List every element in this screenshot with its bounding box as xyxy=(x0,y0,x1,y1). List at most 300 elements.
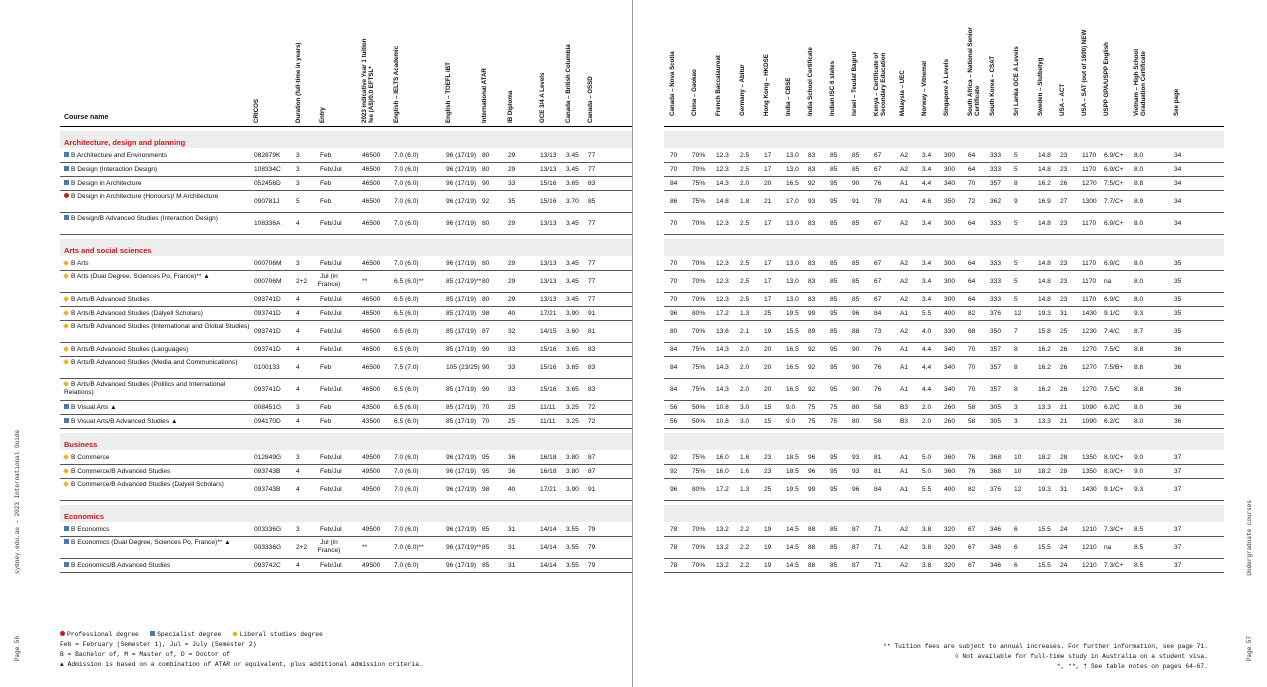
table-cell: 71 xyxy=(874,544,882,551)
liberal-marker-icon xyxy=(63,468,69,474)
table-cell: 333 xyxy=(990,296,1002,303)
table-cell: 357 xyxy=(990,386,1002,393)
table-cell: 96 (17/19) xyxy=(446,180,477,187)
table-cell: 35 xyxy=(1174,310,1182,317)
table-cell: 90 xyxy=(852,386,860,393)
section-title: Economics xyxy=(64,512,105,521)
table-cell: 90 xyxy=(482,386,490,393)
table-cell: 4.6 xyxy=(922,198,932,205)
table-cell: 093741D xyxy=(254,296,281,303)
table-cell: 19 xyxy=(764,328,772,335)
table-cell: 300 xyxy=(944,260,956,267)
liberal-marker-icon xyxy=(232,631,238,637)
table-cell: 85 (17/19) xyxy=(446,346,477,353)
table-cell: 89 xyxy=(808,328,816,335)
table-cell: 72 xyxy=(588,418,596,425)
course-name: B Commerce/B Advanced Studies (Dalyell Scholars) xyxy=(64,481,254,489)
table-cell: 79 xyxy=(588,544,596,551)
table-cell: 10.8 xyxy=(716,418,729,425)
table-cell: Feb xyxy=(320,364,332,371)
table-cell: 093741D xyxy=(254,328,281,335)
column-header: Singapore A Levels xyxy=(943,59,950,116)
table-cell: 6 xyxy=(1014,544,1018,551)
table-cell: 85 xyxy=(830,544,838,551)
table-cell: 320 xyxy=(944,562,956,569)
table-cell: 3.45 xyxy=(566,166,579,173)
table-cell: 4 xyxy=(296,328,300,335)
table-cell: 81 xyxy=(874,468,882,475)
table-cell: 70% xyxy=(692,526,706,533)
table-cell: 70 xyxy=(670,166,678,173)
table-cell: 094170D xyxy=(254,418,281,425)
table-cell: 8.0 xyxy=(1134,260,1144,267)
table-cell: 28 xyxy=(1060,468,1068,475)
table-cell: 333 xyxy=(990,278,1002,285)
table-cell: 64 xyxy=(968,278,976,285)
table-cell: 17 xyxy=(764,152,772,159)
table-cell: 34 xyxy=(1174,152,1182,159)
table-cell: 31 xyxy=(508,526,516,533)
table-cell: 28 xyxy=(1060,454,1068,461)
table-cell: 76 xyxy=(874,346,882,353)
table-cell: 2.5 xyxy=(740,260,750,267)
table-cell: 8.8 xyxy=(1134,364,1144,371)
table-cell: 23 xyxy=(1060,296,1068,303)
section-title: Arts and social sciences xyxy=(64,246,152,255)
left-side-text: sydney.edu.au – 2023 International Guide xyxy=(14,430,21,575)
table-cell: 43500 xyxy=(362,404,381,411)
legend-abbreviations: B = Bachelor of, M = Master of, D = Doctor of xyxy=(60,651,231,658)
table-cell: 14/14 xyxy=(540,544,557,551)
course-name: B Arts/B Advanced Studies (Politics and International Relations) xyxy=(64,381,226,396)
table-cell: 6.5 (6.0)** xyxy=(394,278,424,285)
table-cell: 35 xyxy=(1174,260,1182,267)
table-cell: 16.0 xyxy=(716,468,729,475)
table-cell: 3.60 xyxy=(566,328,579,335)
table-cell: 70% xyxy=(692,562,706,569)
course-name: B Economics (Dual Degree, Sciences Po, France)** ▲ xyxy=(64,539,254,547)
table-cell: Feb/Jul xyxy=(320,260,342,267)
table-cell: 16.5 xyxy=(786,346,799,353)
table-cell: 0100133 xyxy=(254,364,280,371)
table-cell: 400 xyxy=(944,310,956,317)
table-cell: 1.6 xyxy=(740,468,750,475)
table-cell: 003336G xyxy=(254,526,282,533)
table-cell: 16.2 xyxy=(1038,364,1051,371)
table-cell: 29 xyxy=(508,152,516,159)
table-cell: 8.0 xyxy=(1134,418,1144,425)
table-cell: 346 xyxy=(990,526,1002,533)
table-cell: 4.4 xyxy=(922,386,932,393)
header-rule xyxy=(60,126,632,127)
table-cell: 6.5 (6.0) xyxy=(394,296,419,303)
table-cell: 3 xyxy=(296,260,300,267)
table-cell: Feb xyxy=(320,404,332,411)
table-cell: Jul (in France) xyxy=(317,539,341,554)
column-header: Entry xyxy=(319,107,326,123)
table-cell: 320 xyxy=(944,544,956,551)
liberal-marker-icon xyxy=(63,273,69,279)
column-header: South Africa – National Senior Certificate xyxy=(967,27,981,116)
table-cell: 7.0 (6.0) xyxy=(394,152,419,159)
table-cell: 46500 xyxy=(362,260,381,267)
table-cell: 13/13 xyxy=(540,166,557,173)
table-cell: 1230 xyxy=(1082,328,1097,335)
table-cell: 14/15 xyxy=(540,328,557,335)
table-cell: 2.0 xyxy=(922,418,932,425)
table-notes xyxy=(648,642,1208,672)
specialist-marker-icon xyxy=(64,166,69,171)
liberal-marker-icon xyxy=(63,481,69,487)
table-cell: 5.5 xyxy=(922,310,932,317)
row-separator xyxy=(60,414,632,415)
table-cell: 12 xyxy=(1014,310,1022,317)
table-cell: 5 xyxy=(1014,260,1018,267)
table-cell: 95 xyxy=(830,198,838,205)
table-cell: 96 xyxy=(808,454,816,461)
table-cell: 5 xyxy=(296,198,300,205)
row-separator xyxy=(60,320,632,321)
table-cell: 2.2 xyxy=(740,562,750,569)
table-cell: 8.0/C+ xyxy=(1104,454,1124,461)
table-cell: 7.7/C+ xyxy=(1104,198,1124,205)
table-cell: 3.90 xyxy=(566,310,579,317)
table-cell: 3 xyxy=(296,526,300,533)
table-cell: 23 xyxy=(1060,166,1068,173)
table-cell: 7.4/C xyxy=(1104,328,1120,335)
table-cell: 90 xyxy=(852,180,860,187)
table-cell: 70 xyxy=(482,418,490,425)
table-cell: 76 xyxy=(874,180,882,187)
table-cell: 96 xyxy=(808,468,816,475)
table-cell: 85 xyxy=(588,198,596,205)
table-cell: 333 xyxy=(990,152,1002,159)
table-cell: 33 xyxy=(508,180,516,187)
table-cell: 24 xyxy=(1060,562,1068,569)
table-cell: 7.5/C xyxy=(1104,346,1120,353)
table-cell: 91 xyxy=(588,310,596,317)
table-cell: 6.5 (6.0) xyxy=(394,386,419,393)
table-cell: 2.0 xyxy=(740,180,750,187)
table-cell: 36 xyxy=(1174,346,1182,353)
column-header: Malaysia – UEC xyxy=(899,70,906,116)
table-cell: 84 xyxy=(670,180,678,187)
table-cell: 19 xyxy=(764,544,772,551)
table-cell: 16/18 xyxy=(540,468,557,475)
table-cell: A2 xyxy=(900,166,909,173)
table-cell: 260 xyxy=(944,404,956,411)
table-cell: 400 xyxy=(944,486,956,493)
table-cell: 64 xyxy=(968,166,976,173)
table-cell: 49500 xyxy=(362,468,381,475)
table-cell: 75% xyxy=(692,346,706,353)
table-cell: 85 xyxy=(852,220,860,227)
liberal-marker-icon xyxy=(63,346,69,352)
legend-professional: Professional degree xyxy=(67,631,139,638)
table-cell: 8 xyxy=(1014,386,1018,393)
table-cell: 23 xyxy=(1060,220,1068,227)
table-cell: 16.2 xyxy=(1038,386,1051,393)
table-cell: 7.5/C+ xyxy=(1104,180,1124,187)
column-header: Duration (full-time in years) xyxy=(295,42,302,123)
table-cell: 7.0 (6.0) xyxy=(394,180,419,187)
table-cell: 4.0 xyxy=(922,328,932,335)
table-cell: 95 xyxy=(830,180,838,187)
table-cell: 93 xyxy=(852,454,860,461)
table-cell: A1 xyxy=(900,310,909,317)
table-cell: 85 xyxy=(482,526,490,533)
table-cell: 8.0 xyxy=(1134,220,1144,227)
table-cell: 83 xyxy=(588,386,596,393)
table-cell: 76 xyxy=(968,468,976,475)
table-cell: 95 xyxy=(830,486,838,493)
column-header: USA – ACT xyxy=(1059,83,1066,116)
table-cell: A2 xyxy=(900,278,909,285)
table-cell: 83 xyxy=(588,180,596,187)
table-cell: 3.45 xyxy=(566,220,579,227)
table-cell: 67 xyxy=(874,260,882,267)
table-cell: Feb/Jul xyxy=(320,468,342,475)
table-cell: 95 xyxy=(830,364,838,371)
table-cell: 1.8 xyxy=(740,198,750,205)
table-cell: 1300 xyxy=(1082,198,1097,205)
table-cell: A1 xyxy=(900,364,909,371)
table-cell: 14.8 xyxy=(1038,220,1051,227)
table-cell: 79 xyxy=(588,562,596,569)
left-page-number: Page 56 xyxy=(14,636,21,662)
table-cell: 357 xyxy=(990,180,1002,187)
table-cell: 77 xyxy=(588,166,596,173)
table-cell: 12.3 xyxy=(716,278,729,285)
table-cell: 13/13 xyxy=(540,296,557,303)
table-cell: 16.5 xyxy=(786,180,799,187)
table-cell: 33 xyxy=(508,346,516,353)
table-cell: 6 xyxy=(1014,526,1018,533)
table-cell: 13.0 xyxy=(786,278,799,285)
table-cell: 83 xyxy=(808,220,816,227)
table-cell: 71 xyxy=(874,562,882,569)
table-cell: 12.3 xyxy=(716,166,729,173)
table-cell: 77 xyxy=(588,220,596,227)
table-cell: 357 xyxy=(990,364,1002,371)
row-separator xyxy=(60,464,632,465)
table-cell: 64 xyxy=(968,296,976,303)
table-cell: 3.0 xyxy=(740,404,750,411)
row-separator xyxy=(60,478,632,479)
table-cell: 13/13 xyxy=(540,220,557,227)
row-separator xyxy=(60,378,632,379)
table-cell: 98 xyxy=(482,310,490,317)
table-cell: 95 xyxy=(830,310,838,317)
table-cell: 85 (17/19)** xyxy=(446,278,482,285)
table-cell: 1210 xyxy=(1082,562,1097,569)
table-cell: 78 xyxy=(670,526,678,533)
table-cell: 3.4 xyxy=(922,220,932,227)
table-cell: 93 xyxy=(852,468,860,475)
table-cell: 4 xyxy=(296,468,300,475)
table-cell: 340 xyxy=(944,180,956,187)
table-cell: 80 xyxy=(670,328,678,335)
table-cell: 85 xyxy=(830,166,838,173)
table-cell: 46500 xyxy=(362,310,381,317)
table-cell: 12.3 xyxy=(716,296,729,303)
table-cell: 8 xyxy=(1014,180,1018,187)
table-cell: 7.0 (6.0) xyxy=(394,454,419,461)
table-cell: 91 xyxy=(588,486,596,493)
course-name: B Arts xyxy=(64,260,254,268)
table-cell: 26 xyxy=(1060,180,1068,187)
note-tuition: ** Tuition fees are subject to annual increases. For further information, see page 71. xyxy=(883,643,1208,650)
table-cell: 96 xyxy=(852,486,860,493)
table-cell: 92 xyxy=(808,180,816,187)
table-cell: 300 xyxy=(944,220,956,227)
table-cell: 46500 xyxy=(362,386,381,393)
table-cell: 35 xyxy=(1174,296,1182,303)
table-cell: 300 xyxy=(944,152,956,159)
table-cell: 6.5 (6.0) xyxy=(394,310,419,317)
table-cell: 4 xyxy=(296,562,300,569)
table-cell: 7.0 (6.0) xyxy=(394,526,419,533)
table-cell: 20 xyxy=(764,364,772,371)
table-cell: 3.80 xyxy=(566,454,579,461)
table-cell: 9.1/C+ xyxy=(1104,486,1124,493)
column-header: Hong Kong – HKDSE xyxy=(763,54,770,116)
table-cell: 12 xyxy=(1014,486,1022,493)
column-header: China – Gaokao xyxy=(691,69,698,116)
table-cell: 8.8 xyxy=(1134,386,1144,393)
table-cell: 85 xyxy=(830,278,838,285)
table-cell: 19.5 xyxy=(786,486,799,493)
row-separator xyxy=(60,162,632,163)
table-cell: 87 xyxy=(588,454,596,461)
table-cell: 11/11 xyxy=(540,404,556,411)
table-cell: 305 xyxy=(990,418,1002,425)
table-cell: B3 xyxy=(900,404,909,411)
table-cell: 75 xyxy=(830,418,838,425)
table-cell: 357 xyxy=(990,346,1002,353)
table-cell: 13.3 xyxy=(1038,418,1051,425)
table-cell: 090781J xyxy=(254,198,280,205)
table-cell: 13/13 xyxy=(540,152,557,159)
legend-specialist: Specialist degree xyxy=(157,631,222,638)
table-cell: 78 xyxy=(874,198,882,205)
table-cell: 13.0 xyxy=(786,152,799,159)
table-cell: 75% xyxy=(692,364,706,371)
table-cell: 72 xyxy=(968,198,976,205)
table-cell: 76 xyxy=(874,386,882,393)
table-cell: 31 xyxy=(1060,310,1068,317)
table-cell: 5 xyxy=(1014,296,1018,303)
table-cell: 333 xyxy=(990,220,1002,227)
course-name: B Arts/B Advanced Studies xyxy=(64,296,254,304)
course-name: B Arts (Dual Degree, Sciences Po, France)** ▲ xyxy=(64,273,254,281)
table-cell: A1 xyxy=(900,454,909,461)
row-separator xyxy=(60,212,632,213)
row-separator xyxy=(60,400,632,401)
table-cell: 29 xyxy=(508,166,516,173)
table-cell: 3.8 xyxy=(922,544,932,551)
table-cell: 19.3 xyxy=(1038,486,1051,493)
table-cell: 73 xyxy=(874,328,882,335)
table-cell: 16.2 xyxy=(1038,180,1051,187)
table-cell: 75% xyxy=(692,468,706,475)
table-cell: 96 (17/19) xyxy=(446,468,477,475)
table-cell: 8.0 xyxy=(1134,278,1144,285)
table-cell: 11/11 xyxy=(540,418,556,425)
table-cell: 2.5 xyxy=(740,278,750,285)
table-cell: 37 xyxy=(1174,544,1182,551)
table-cell: 1090 xyxy=(1082,404,1097,411)
table-cell: 093741D xyxy=(254,310,281,317)
course-name: B Commerce xyxy=(64,454,254,462)
table-cell: 6.9/C xyxy=(1104,296,1120,303)
table-cell: 88 xyxy=(852,328,860,335)
table-cell: 18.5 xyxy=(786,468,799,475)
row-separator xyxy=(60,572,632,573)
table-cell: 4 xyxy=(296,296,300,303)
table-cell: 350 xyxy=(944,198,956,205)
table-cell: 10 xyxy=(1014,454,1022,461)
table-cell: 093742C xyxy=(254,562,281,569)
liberal-marker-icon xyxy=(63,260,69,266)
table-cell: 56 xyxy=(670,418,678,425)
table-cell: 6.5 (6.0) xyxy=(394,418,419,425)
row-separator xyxy=(60,342,632,343)
table-cell: 3.90 xyxy=(566,486,579,493)
table-cell: 35 xyxy=(1174,328,1182,335)
table-cell: 83 xyxy=(588,346,596,353)
table-cell: 85 (17/19) xyxy=(446,404,477,411)
table-cell: 1170 xyxy=(1082,220,1097,227)
table-cell: 96 (17/19) xyxy=(446,562,477,569)
table-cell: A2 xyxy=(900,544,909,551)
table-cell: 13.2 xyxy=(716,526,729,533)
column-header: Sweden – Slutbetyg xyxy=(1037,57,1044,116)
table-cell: 92 xyxy=(670,468,678,475)
table-cell: 80 xyxy=(482,260,490,267)
table-cell: 67 xyxy=(968,526,976,533)
table-cell: Feb/Jul xyxy=(320,454,342,461)
table-cell: na xyxy=(1104,278,1112,285)
table-cell: 4 xyxy=(296,486,300,493)
table-cell: 3.4 xyxy=(922,278,932,285)
row-separator xyxy=(60,190,632,191)
table-cell: 1350 xyxy=(1082,454,1097,461)
table-cell: 14/14 xyxy=(540,562,557,569)
column-header: IB Diploma xyxy=(507,90,514,123)
table-cell: 12.3 xyxy=(716,220,729,227)
table-cell: 85 xyxy=(852,152,860,159)
table-cell: 7.0 (6.0)** xyxy=(394,544,424,551)
table-cell: 81 xyxy=(588,328,596,335)
course-name: B Architecture and Environments xyxy=(64,152,254,160)
table-cell: ** xyxy=(362,278,368,285)
table-cell: 12.3 xyxy=(716,152,729,159)
table-cell: 83 xyxy=(808,296,816,303)
table-cell: 1.3 xyxy=(740,310,750,317)
table-cell: 95 xyxy=(830,346,838,353)
table-cell: 58 xyxy=(968,418,976,425)
table-cell: 43500 xyxy=(362,418,381,425)
table-cell: 6.9/C+ xyxy=(1104,220,1124,227)
table-cell: 5.0 xyxy=(922,468,932,475)
column-header: English – IELTS Academic xyxy=(393,45,400,123)
table-cell: 83 xyxy=(588,364,596,371)
table-cell: 15/16 xyxy=(540,180,557,187)
table-cell: 87 xyxy=(482,328,490,335)
table-cell: 85 (17/19) xyxy=(446,418,477,425)
table-cell: 82 xyxy=(968,486,976,493)
